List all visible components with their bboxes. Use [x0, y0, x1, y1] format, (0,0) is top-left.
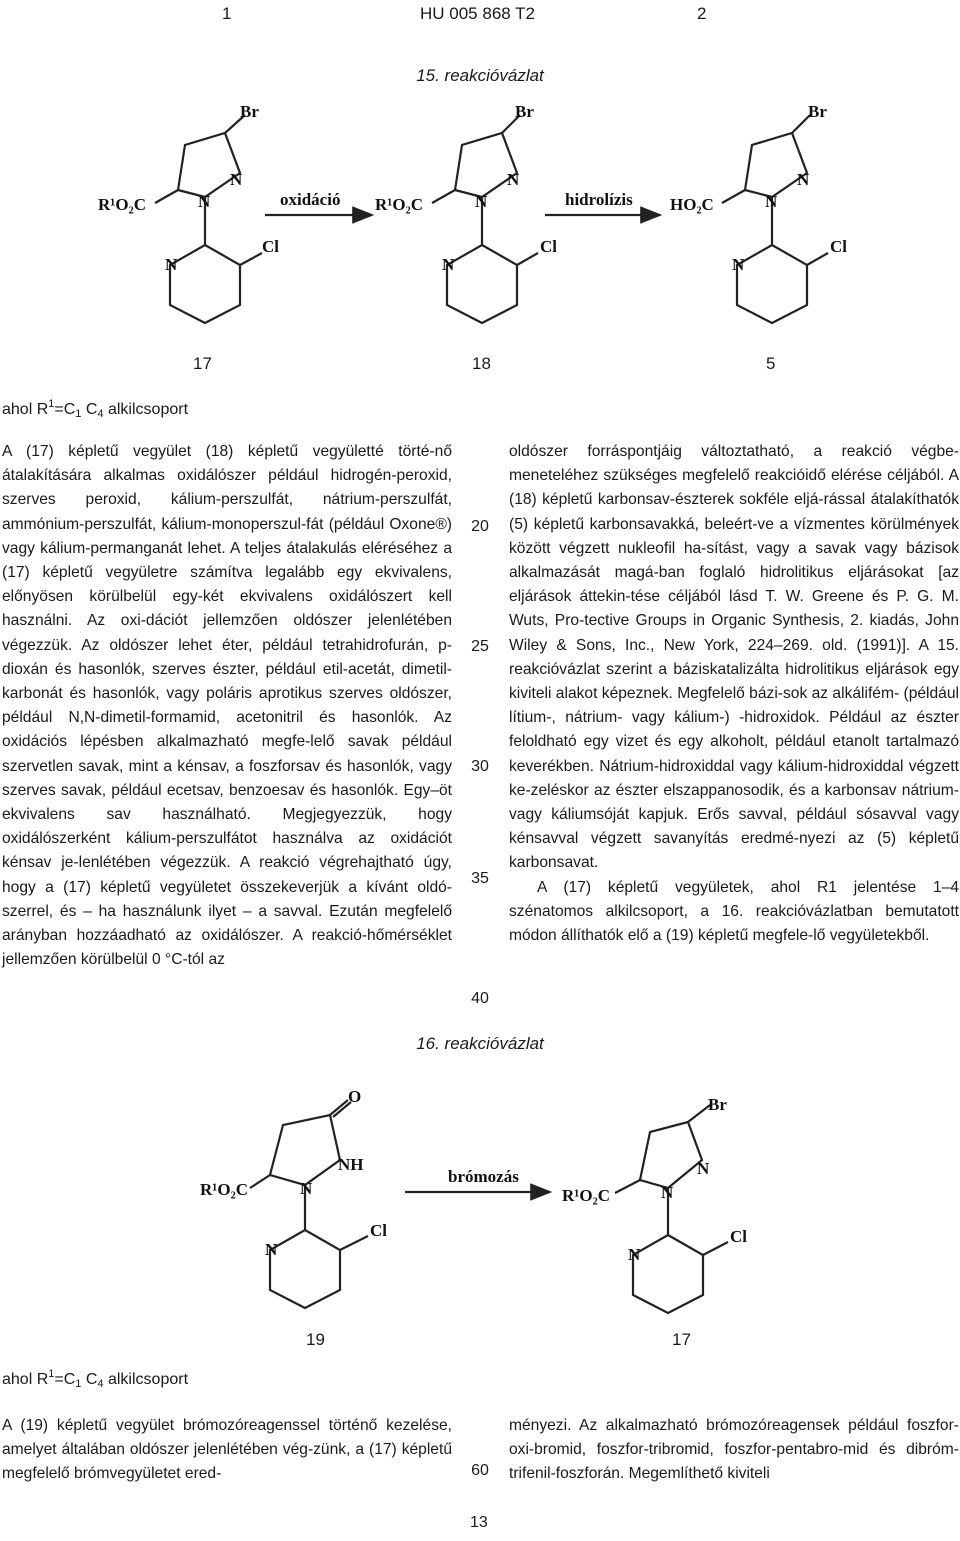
label-cl-2: Cl	[540, 237, 557, 256]
bottom-right-column: ményezi. Az alkalmazható brómozóreagensek például foszfor-oxi-bromid, foszfor-tribromid, foszfor-pentabro-mid és dibróm-trifenil-foszforán. Megemlíthető kiviteli	[509, 1417, 959, 1483]
label-n-4c: N	[265, 1240, 278, 1259]
compound-label-5: 5	[766, 354, 776, 373]
label-r1o2c-1: R¹O₂C	[98, 195, 146, 214]
molecule-5	[722, 115, 828, 323]
label-cl-1: Cl	[262, 237, 279, 256]
line-number-20: 20	[471, 518, 489, 535]
label-n-5c: N	[628, 1245, 641, 1264]
header-left: 1	[222, 4, 232, 23]
label-n-1b: N	[198, 192, 211, 211]
scheme16-figure	[0, 1070, 960, 1330]
line-number-35: 35	[471, 870, 489, 887]
compound-label-18: 18	[472, 354, 491, 373]
scheme16-caption: 16. reakcióvázlat	[416, 1034, 544, 1053]
label-br-5: Br	[708, 1095, 727, 1114]
header-right: 2	[697, 4, 707, 23]
label-n-4a: N	[300, 1179, 313, 1198]
oxidation-label: oxidáció	[280, 190, 341, 209]
molecule-17b	[615, 1105, 728, 1313]
label-n-3b: N	[765, 192, 778, 211]
header-center: HU 005 868 T2	[420, 4, 535, 23]
label-cl-3: Cl	[830, 237, 847, 256]
scheme15-figure	[0, 95, 960, 345]
page-number: 13	[470, 1514, 488, 1531]
compound-label-19: 19	[306, 1330, 325, 1349]
right-paragraph-2: A (17) képletű vegyületek, ahol R1 jelentése 1–4 szénatomos alkilcsoport, a 16. reakcióvázlatban bemutatott módon állíthatók elő a (19) képletű megfele-lő vegyületekből.	[509, 878, 959, 945]
right-column	[509, 440, 959, 948]
label-n-1c: N	[165, 255, 178, 274]
label-n-3a: N	[797, 170, 810, 189]
compound-label-17: 17	[193, 354, 212, 373]
left-column	[2, 440, 452, 972]
label-n-1a: N	[230, 170, 243, 189]
label-nh: NH	[338, 1155, 364, 1174]
label-r1o2c-2: R¹O₂C	[375, 195, 423, 214]
line-number-30: 30	[471, 758, 489, 775]
where-definition-2: ahol $R^1=C_1$ $C_4$ alkilcsoport	[2, 1368, 189, 1390]
label-r1o2c-5: R¹O₂C	[562, 1186, 610, 1205]
label-r1o2c-4: R¹O₂C	[200, 1180, 248, 1199]
line-number-25: 25	[471, 638, 489, 655]
label-br-3: Br	[808, 102, 827, 121]
label-n-2c: N	[442, 255, 455, 274]
line-number-40: 40	[471, 990, 489, 1007]
bromination-label: brómozás	[448, 1167, 519, 1186]
label-cl-5: Cl	[730, 1227, 747, 1246]
left-paragraph: A (17) képletű vegyület (18) képletű vegyületté törté-nő átalakítására alkalmas oxidálószer például hidrogén-peroxid, szerves peroxid, kálium-perszulfát, nátrium-perszulfát, ammónium-perszulfát, kálium-monoperszul-fát (például Oxone®) vagy kálium-permanganát lehet. A teljes átalakulás eléréséhez a (17) képletű vegyületre számítva legalább egy ekvivalens, előnyösen körülbelül egy-két ekvivalens oxidálószert kell használni. Az oxi-dációt jellemzően oldószer jelenlétében végezzük. Az oldószer lehet éter, például tetrahidrofurán, p-dioxán és hasonlók, szerves észter, például etil-acetát, dimetil-karbonát és hasonlók, vagy poláris aprotikus szerves oldószer, például N,N-dimetil-formamid, acetonitril és hasonlók. Az oxidációs lépésben alkalmazható megfe-lelő savak például szervetlen savak, mint a kénsav, a foszforsav és hasonlók, vagy szerves savak, például ecetsav, benzoesav és hasonlók. Egy–öt ekvivalens sav használható. Megjegyezzük, hogy oxidálószerként kálium-perszulfátot használva az oxidációt kénsav je-lenlétében végezzük. A reakció végrehajtható úgy, hogy a (17) képletű vegyületet összekeverjük a kívánt oldó-szerrel, és – ha használunk ilyet – a savval. Ezután megfelelő arányban hozzáadható az oxidálószer. A reakció-hőmérséklet jellemzően körülbelül 0 °C-tól az	[2, 443, 452, 969]
label-br-1: Br	[240, 102, 259, 121]
molecule-19	[250, 1100, 368, 1308]
molecule-17	[155, 115, 262, 323]
hydrolysis-label: hidrolízis	[565, 190, 633, 209]
compound-label-17b: 17	[672, 1330, 691, 1349]
label-br-2: Br	[515, 102, 534, 121]
where-definition-1: ahol $R^1=C_1$ $C_4$ alkilcsoport	[2, 398, 189, 420]
bottom-left-column: A (19) képletű vegyület brómozóreagenssel történő kezelése, amelyet általában oldószer jelenlétében vég-zünk, a (17) képletű megfelelő brómvegyületet ered-	[2, 1417, 452, 1483]
label-cl-4: Cl	[370, 1221, 387, 1240]
label-n-2b: N	[475, 192, 488, 211]
scheme15-caption: 15. reakcióvázlat	[416, 66, 544, 85]
molecule-18	[432, 115, 538, 323]
right-paragraph-1: oldószer forráspontjáig változtatható, a reakció végbe-meneteléhez szükséges megfelelő reakcióidő elérése céljából. A (18) képletű karbonsav-észterek sokféle eljá-rással átalakíthatók (5) képletű karbonsavakká, beleért-ve a vízmentes körülmények között végzett nukleofil ha-sítást, vagy a savak vagy bázisok alkalmazását magá-ban foglaló hidrolitikus eljárásokat [az eljárások áttekin-tése céljából lásd T. W. Greene és P. G. M. Wuts, Pro-tective Groups in Organic Synthesis, 2. kiadás, John Wiley & Sons, Inc., New York, 224–269. old. (1991)]. A 15. reakcióvázlat szerint a báziskatalizálta hidrolitikus eljárások egy kiviteli alakot képeznek. Megfelelő bázi-sok az alkálifém- (például lítium-, nátrium- vagy kálium-) -hidroxidok. Például az észter feloldható egy vizet és egy alkoholt, például etanolt tartalmazó keverékben. Nátrium-hidroxiddal vagy kálium-hidroxiddal végzett ke-zeléskor az észter elszappanosodik, és a karbonsav nátrium- vagy káliumsóját kapjuk. Erős savval, például sósavval vagy kénsavval végzett savanyítás eredmé-nyezi az (5) képletű karbonsavat.	[509, 443, 959, 872]
label-n-3c: N	[732, 255, 745, 274]
label-n-5b: N	[661, 1183, 674, 1202]
label-n-5a: N	[697, 1159, 710, 1178]
label-ho2c: HO₂C	[670, 195, 714, 214]
label-n-2a: N	[507, 170, 520, 189]
label-o: O	[348, 1087, 362, 1106]
line-number-60: 60	[471, 1462, 489, 1479]
